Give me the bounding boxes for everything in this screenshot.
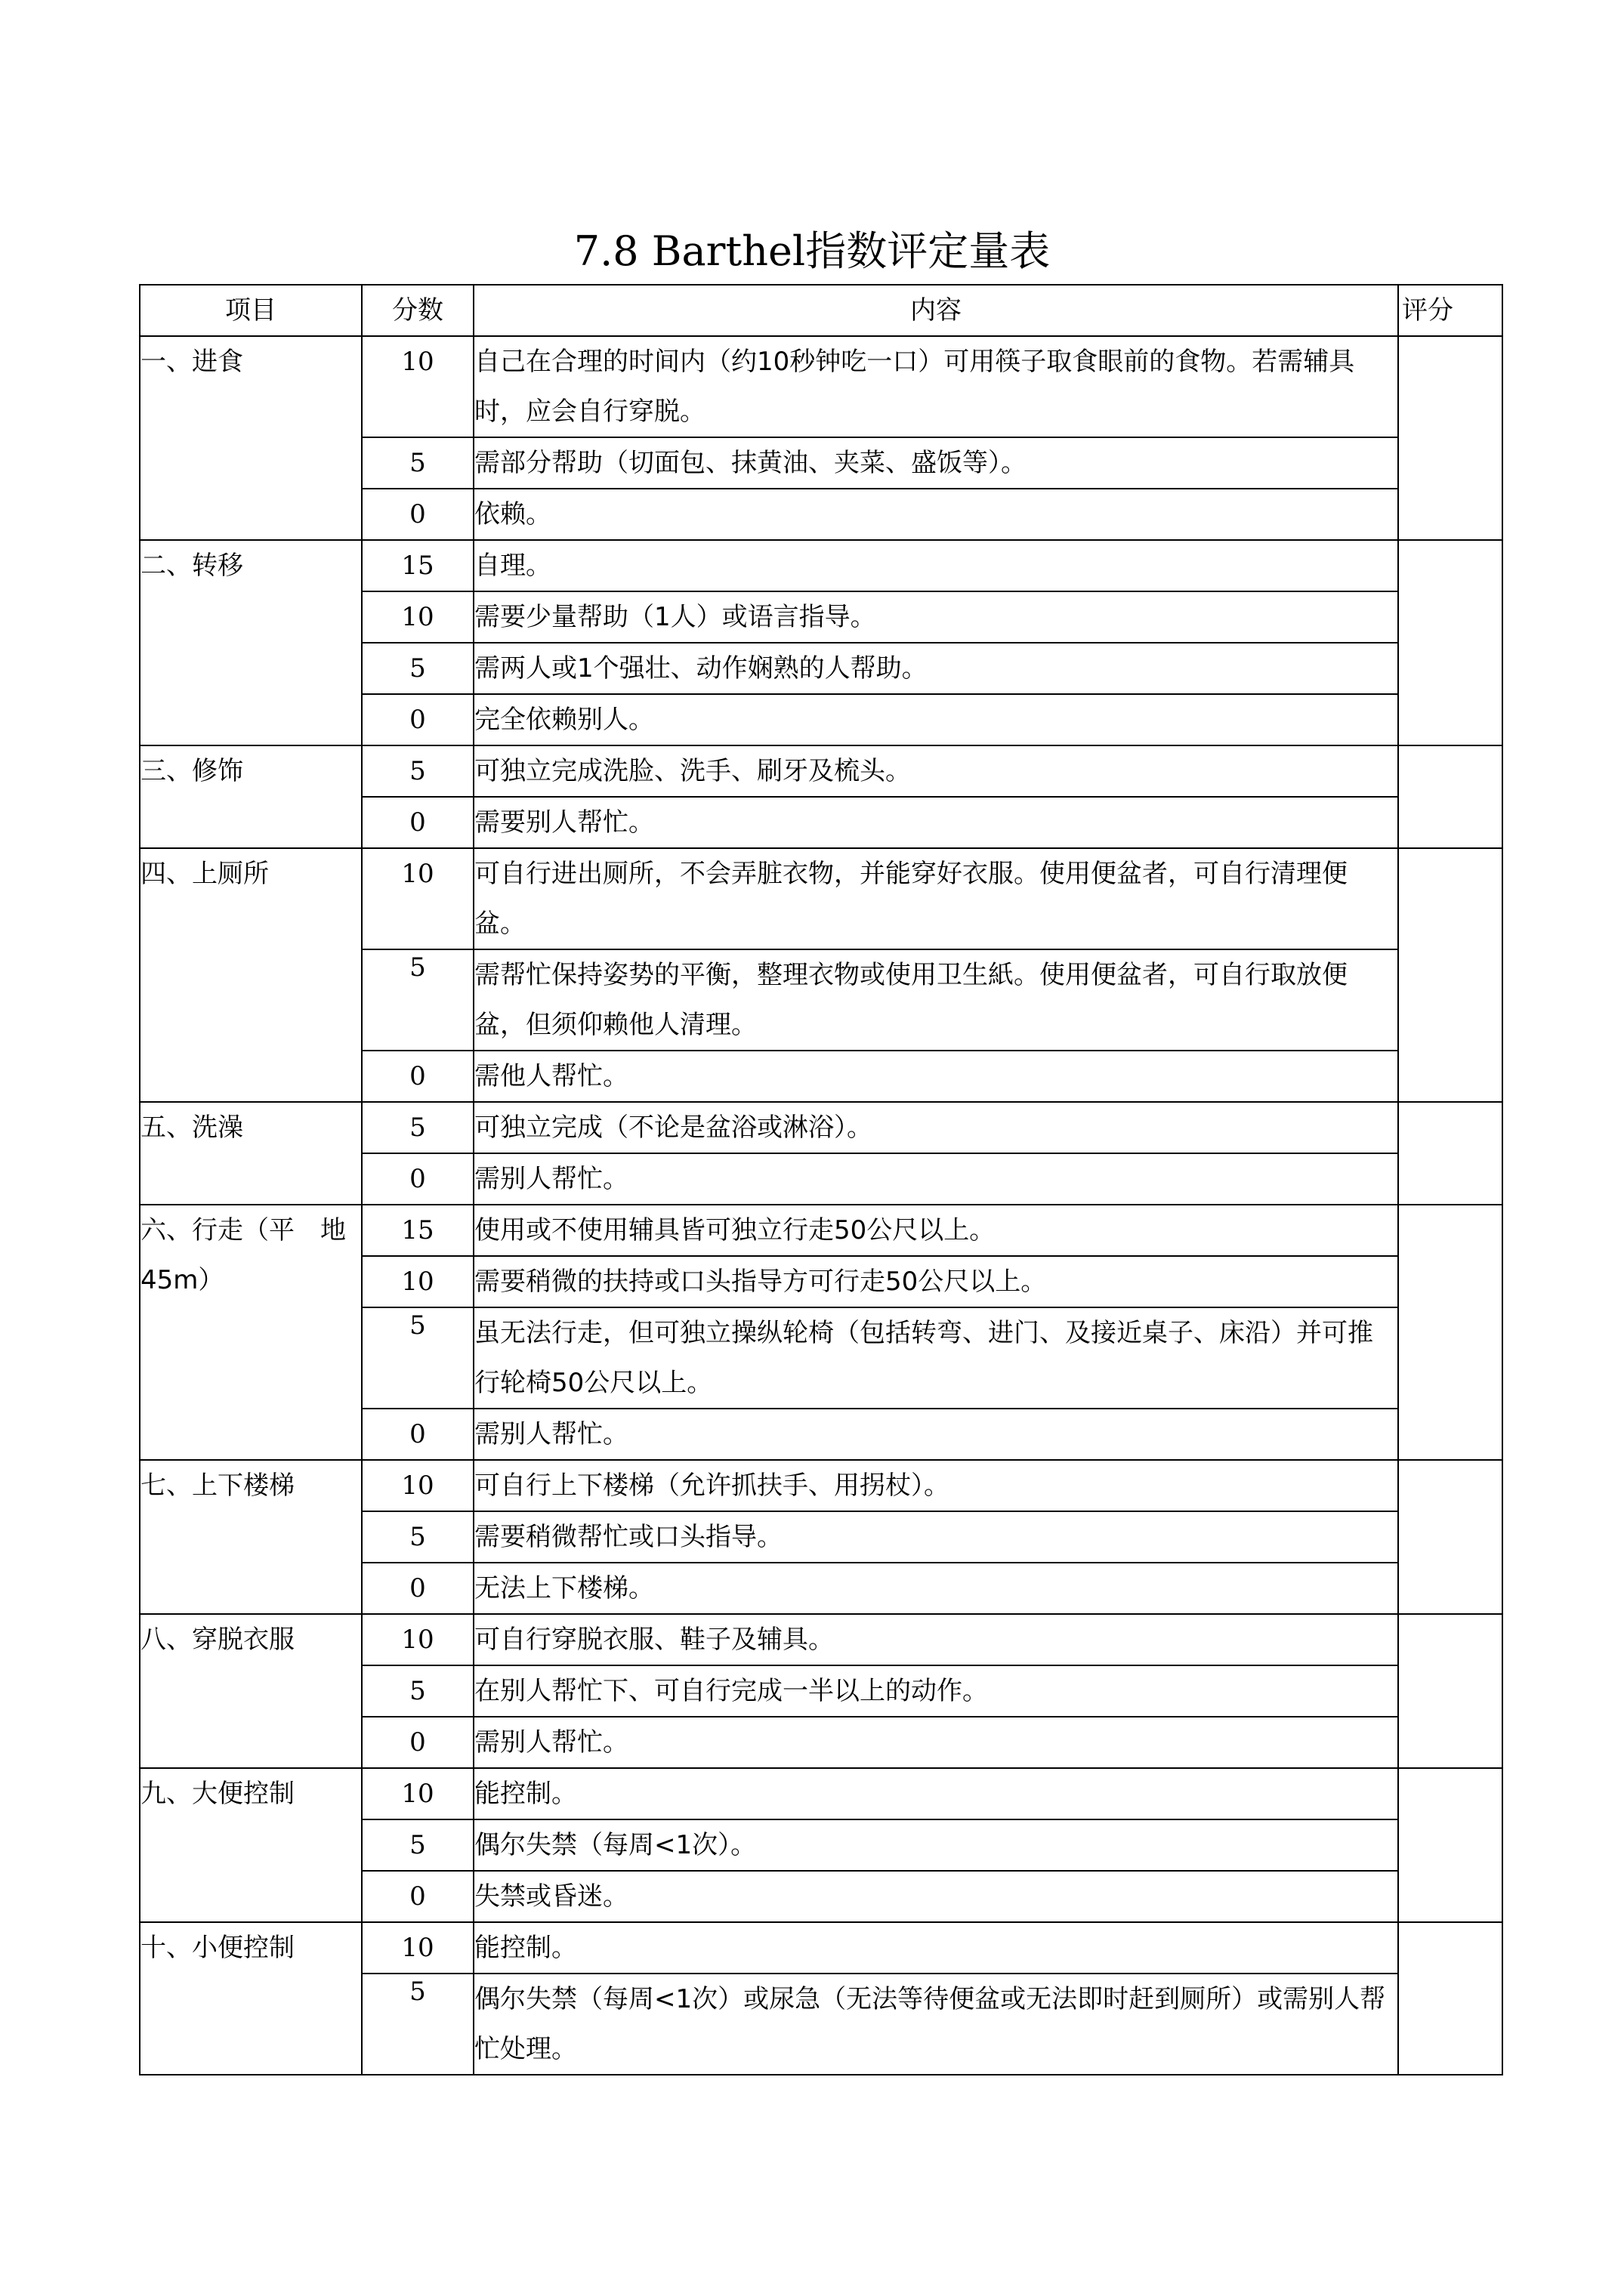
header-content: 内容: [474, 285, 1398, 336]
item-name: 九、大便控制: [140, 1768, 362, 1922]
rating-input-cell[interactable]: [1398, 848, 1502, 1102]
score-cell: 5: [362, 1974, 474, 2075]
content-cell: 完全依赖别人。: [474, 694, 1398, 745]
score-cell: 0: [362, 1871, 474, 1922]
table-row: [140, 336, 1502, 437]
score-cell: 5: [362, 1511, 474, 1563]
content-cell: 需部分帮助（切面包、抹黄油、夹菜、盛饭等）。: [474, 437, 1398, 489]
header-item: 项目: [140, 285, 362, 336]
item-name: 七、上下楼梯: [140, 1460, 362, 1614]
score-cell: 15: [362, 1205, 474, 1256]
score-cell: 0: [362, 489, 474, 540]
score-cell: 0: [362, 1051, 474, 1102]
score-cell: 0: [362, 694, 474, 745]
content-cell: 可独立完成（不论是盆浴或淋浴）。: [474, 1102, 1398, 1153]
score-cell: 10: [362, 1768, 474, 1819]
content-cell: 需要少量帮助（1人）或语言指导。: [474, 591, 1398, 643]
score-cell: 5: [362, 949, 474, 1051]
rating-input-cell[interactable]: [1398, 745, 1502, 848]
page-title: 7.8 Barthel指数评定量表: [573, 227, 1051, 275]
score-cell: 10: [362, 591, 474, 643]
score-cell: 10: [362, 1922, 474, 1974]
score-cell: 10: [362, 1460, 474, 1511]
score-cell: 15: [362, 540, 474, 591]
score-cell: 10: [362, 1256, 474, 1307]
score-cell: 5: [362, 437, 474, 489]
table-row: [140, 1614, 1502, 1665]
rating-input-cell[interactable]: [1398, 1614, 1502, 1768]
content-cell: 可自行穿脱衣服、鞋子及辅具。: [474, 1614, 1398, 1665]
table-row: [140, 848, 1502, 949]
item-name: 十、小便控制: [140, 1922, 362, 2075]
content-cell: 需别人帮忙。: [474, 1409, 1398, 1460]
content-cell: 需两人或1个强壮、动作娴熟的人帮助。: [474, 643, 1398, 694]
content-cell: 依赖。: [474, 489, 1398, 540]
score-cell: 0: [362, 1717, 474, 1768]
rating-input-cell[interactable]: [1398, 1460, 1502, 1614]
content-cell: 无法上下楼梯。: [474, 1563, 1398, 1614]
score-cell: 5: [362, 643, 474, 694]
rating-input-cell[interactable]: [1398, 1768, 1502, 1922]
table-row: [140, 745, 1502, 797]
content-cell: 需帮忙保持姿势的平衡，整理衣物或使用卫生紙。使用便盆者，可自行取放便盆，但须仰赖他人清理。: [474, 949, 1398, 1051]
content-cell: 使用或不使用辅具皆可独立行走50公尺以上。: [474, 1205, 1398, 1256]
content-cell: 自理。: [474, 540, 1398, 591]
content-cell: 需要别人帮忙。: [474, 797, 1398, 848]
content-cell: 能控制。: [474, 1922, 1398, 1974]
content-cell: 可独立完成洗脸、洗手、刷牙及梳头。: [474, 745, 1398, 797]
rating-input-cell[interactable]: [1398, 540, 1502, 745]
score-cell: 0: [362, 1409, 474, 1460]
rating-input-cell[interactable]: [1398, 336, 1502, 540]
score-cell: 5: [362, 1819, 474, 1871]
item-name: 三、修饰: [140, 745, 362, 848]
rating-input-cell[interactable]: [1398, 1205, 1502, 1460]
content-cell: 可自行进出厕所，不会弄脏衣物，并能穿好衣服。使用便盆者，可自行清理便盆。: [474, 848, 1398, 949]
content-cell: 偶尔失禁（每周<1次）或尿急（无法等待便盆或无法即时赶到厕所）或需别人帮忙处理。: [474, 1974, 1398, 2075]
score-cell: 5: [362, 1102, 474, 1153]
table-row: [140, 1922, 1502, 1974]
content-cell: 需别人帮忙。: [474, 1717, 1398, 1768]
item-name: 四、上厕所: [140, 848, 362, 1102]
score-cell: 0: [362, 1153, 474, 1205]
table-row: [140, 1460, 1502, 1511]
table-row: [140, 1768, 1502, 1819]
content-cell: 需别人帮忙。: [474, 1153, 1398, 1205]
rating-input-cell[interactable]: [1398, 1102, 1502, 1205]
table-header-row: [140, 285, 1502, 336]
score-cell: 5: [362, 1665, 474, 1717]
content-cell: 自己在合理的时间内（约10秒钟吃一口）可用筷子取食眼前的食物。若需辅具时，应会自行穿脱。: [474, 336, 1398, 437]
header-rating: 评分: [1398, 285, 1502, 336]
content-cell: 可自行上下楼梯（允许抓扶手、用拐杖）。: [474, 1460, 1398, 1511]
score-cell: 10: [362, 1614, 474, 1665]
item-name: 六、行走（平 地45m）: [140, 1205, 362, 1460]
barthel-table: [139, 284, 1503, 2075]
score-cell: 0: [362, 1563, 474, 1614]
score-cell: 5: [362, 1307, 474, 1409]
table-row: [140, 1205, 1502, 1256]
score-cell: 0: [362, 797, 474, 848]
content-cell: 需他人帮忙。: [474, 1051, 1398, 1102]
table-row: [140, 540, 1502, 591]
item-name: 八、穿脱衣服: [140, 1614, 362, 1768]
rating-input-cell[interactable]: [1398, 1922, 1502, 2075]
header-score: 分数: [362, 285, 474, 336]
score-cell: 10: [362, 336, 474, 437]
content-cell: 需要稍微的扶持或口头指导方可行走50公尺以上。: [474, 1256, 1398, 1307]
table-row: [140, 1102, 1502, 1153]
score-cell: 5: [362, 745, 474, 797]
score-cell: 10: [362, 848, 474, 949]
content-cell: 能控制。: [474, 1768, 1398, 1819]
item-name: 五、洗澡: [140, 1102, 362, 1205]
item-name: 一、进食: [140, 336, 362, 540]
content-cell: 需要稍微帮忙或口头指导。: [474, 1511, 1398, 1563]
content-cell: 失禁或昏迷。: [474, 1871, 1398, 1922]
item-name: 二、转移: [140, 540, 362, 745]
content-cell: 偶尔失禁（每周<1次）。: [474, 1819, 1398, 1871]
content-cell: 在别人帮忙下、可自行完成一半以上的动作。: [474, 1665, 1398, 1717]
content-cell: 虽无法行走，但可独立操纵轮椅（包括转弯、进门、及接近桌子、床沿）并可推行轮椅50公尺以上。: [474, 1307, 1398, 1409]
